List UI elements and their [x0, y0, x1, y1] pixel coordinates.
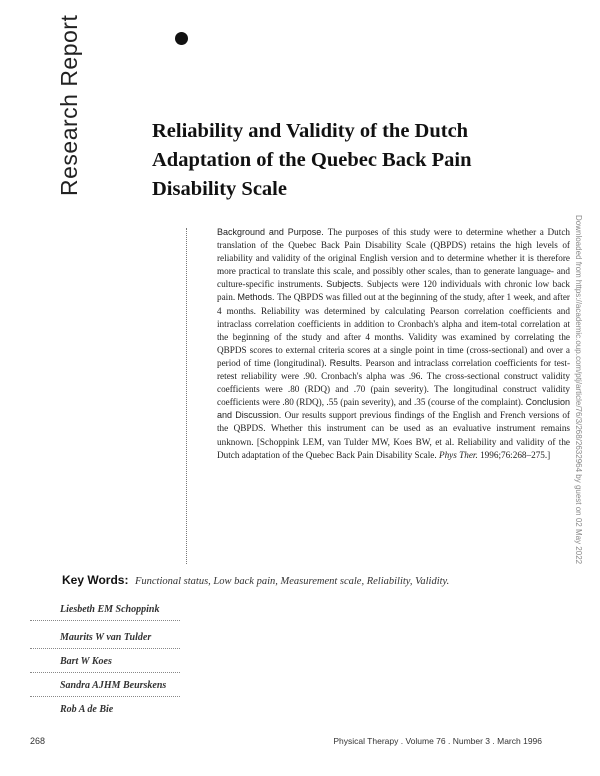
- journal-footer: Physical Therapy . Volume 76 . Number 3 . March 1996: [333, 736, 542, 746]
- article-title: [152, 117, 552, 204]
- abstract-text-conclusion: Our results support previous findings of the English and French versions of the QBPDS. Whether this instrument can be used as an evaluative instrument remains unknown.: [217, 410, 570, 447]
- abstract-citation: [Schoppink LEM, van Tulder MW, Koes BW, et al. Reliability and validity of the Dutch adaptation of the Quebec Back Pain Disability Scale.: [217, 436, 570, 460]
- abstract-heading-results: Results.: [329, 357, 366, 368]
- abstract-heading-methods: Methods.: [237, 292, 278, 303]
- author-name: Maurits W van Tulder: [60, 632, 152, 643]
- abstract-text-background: The purposes of this study were to determine whether a Dutch translation of the Quebec Back Pain Disability Scale (QBPDS) retains the high levels of reliability and validity of the original English version and to determine whether it is therefore more practical to translate this scale, and possibly other scales, than to generate language- and culture-specific instruments.: [217, 227, 570, 290]
- abstract-text-results: Pearson and intraclass correlation coefficients for test-retest reliability were .90. Cronbach's alpha was .96. The cross-sectional construct validity coefficients were .80 (RDQ) and .70 (pain severity). The longitudinal construct validity coefficients were .80 (RDQ), .55 (pain severity), and .35 (course of the complaint).: [217, 357, 571, 408]
- author-name: Liesbeth EM Schoppink: [60, 604, 160, 615]
- abstract-text-subjects: Subjects were 120 individuals with chronic low back pain.: [217, 279, 570, 303]
- abstract-citation-journal: Phys Ther.: [438, 449, 481, 460]
- abstract-citation-end: 1996;76:268–275.]: [480, 449, 551, 460]
- download-note-text: Downloaded from https://academic.oup.com/ptj/article/76/3/268/2632964 by guest on 02 May 2022: [574, 215, 583, 565]
- author-name: Bart W Koes: [60, 656, 112, 667]
- page-number: 268: [30, 736, 46, 746]
- title-line: Adaptation of the Quebec Back Pain: [152, 149, 472, 171]
- abstract: [217, 226, 570, 462]
- abstract-heading-subjects: Subjects.: [326, 279, 367, 290]
- title-line: Disability Scale: [152, 178, 287, 200]
- author-divider: [30, 672, 180, 673]
- author-divider: [30, 620, 180, 621]
- abstract-dotted-rule: [186, 228, 187, 564]
- author-name: Sandra AJHM Beurskens: [60, 680, 167, 691]
- abstract-heading-conclusion: Conclusion and Discussion.: [217, 397, 570, 421]
- abstract-text-methods: The QBPDS was filled out at the beginning of the study, after 1 week, and after 4 months. Reliability was determined by calculating Pearson correlation coefficients and intraclass correlation coefficients in addition to Cronbach's alpha and item-total correlation at the beginning of the study and after 4 months. Validity was examined by correlating the QBPDS scores to external criteria scores at a single point in time (cross-sectional) and over a period of time (longitudinal).: [217, 292, 570, 368]
- author-name: Rob A de Bie: [60, 704, 114, 715]
- abstract-heading-background: Background and Purpose.: [217, 227, 328, 237]
- title-line: Reliability and Validity of the Dutch: [152, 120, 469, 142]
- bullet-dot: [175, 32, 188, 45]
- keywords-label: Key Words:: [62, 573, 129, 587]
- author-divider: [30, 648, 180, 649]
- author-divider: [30, 696, 180, 697]
- keywords-text: Functional status, Low back pain, Measurement scale, Reliability, Validity.: [134, 576, 450, 587]
- keywords: [62, 573, 582, 587]
- section-label-text: Research Report: [56, 14, 82, 196]
